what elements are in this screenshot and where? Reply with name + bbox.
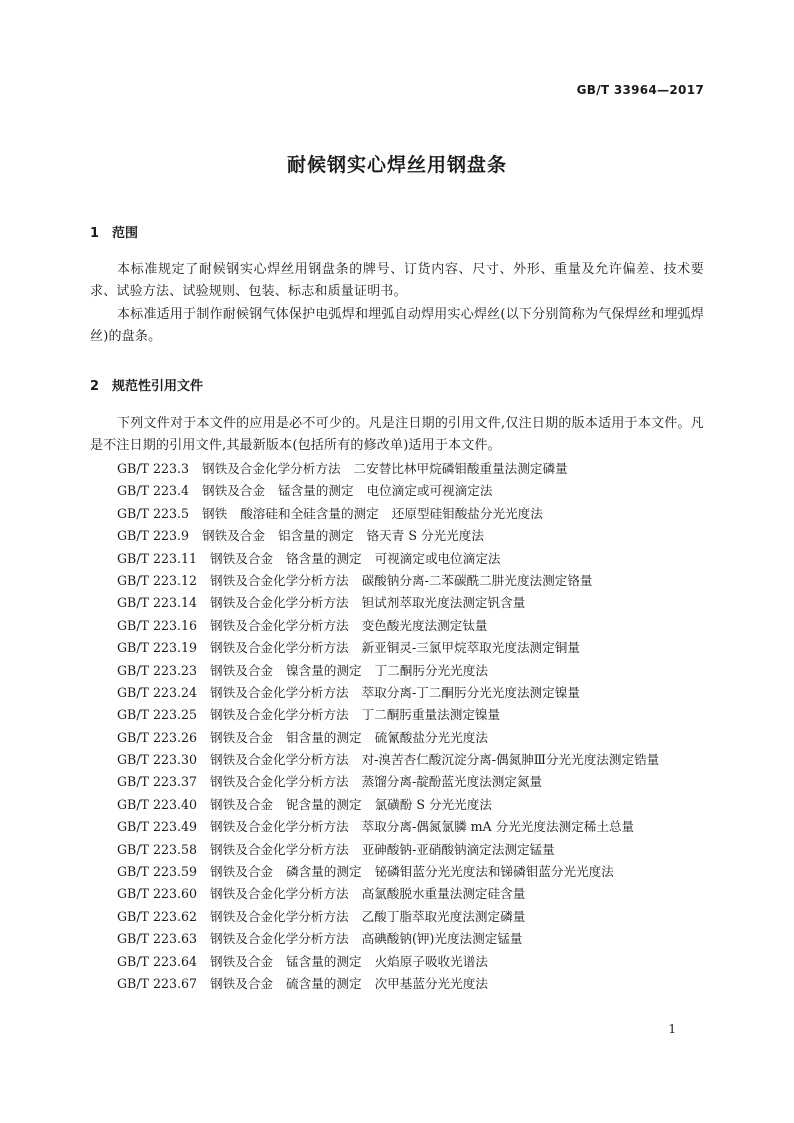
reference-title-part: 变色酸光度法测定钛量 bbox=[361, 617, 488, 633]
reference-title-part: 钢铁及合金 bbox=[202, 528, 265, 544]
reference-title-part: 还原型硅钼酸盐分光光度法 bbox=[391, 505, 543, 521]
references-intro: 下列文件对于本文件的应用是必不可少的。凡是注日期的引用文件,仅注日期的版本适用于本文件。凡是不注日期的引用文件,其最新版本(包括所有的修改单)适用于本文件。 bbox=[90, 416, 704, 453]
reference-item bbox=[90, 660, 704, 682]
section-2-number: 2 bbox=[90, 379, 100, 394]
section-1-title: 范围 bbox=[112, 226, 139, 241]
reference-code: GB/T 223.58 bbox=[117, 841, 198, 857]
reference-title-part: 钢铁及合金 bbox=[210, 550, 273, 566]
page-number: 1 bbox=[668, 1022, 676, 1036]
scope-paragraph-1: 本标准规定了耐候钢实心焊丝用钢盘条的牌号、订货内容、尺寸、外形、重量及允许偏差、技术要求、试验方法、试验规则、包装、标志和质量证明书。 bbox=[90, 262, 704, 299]
reference-code: GB/T 223.26 bbox=[117, 729, 198, 745]
section-1-number: 1 bbox=[90, 226, 100, 241]
reference-title-part: 电位滴定或可视滴定法 bbox=[366, 483, 493, 499]
section-2-title: 规范性引用文件 bbox=[112, 379, 204, 394]
document-title: 耐候钢实心焊丝用钢盘条 bbox=[286, 154, 507, 176]
reference-title-part: 磷含量的测定 bbox=[286, 864, 362, 880]
reference-title-part: 钢铁及合金化学分析方法 bbox=[210, 684, 349, 700]
reference-title-part: 丁二酮肟重量法测定镍量 bbox=[361, 707, 501, 723]
reference-title-part: 新亚铜灵-三氯甲烷萃取光度法测定铜量 bbox=[361, 640, 580, 656]
reference-title-part: 钢铁及合金化学分析方法 bbox=[210, 595, 349, 611]
reference-code: GB/T 223.19 bbox=[117, 640, 198, 656]
reference-title-part: 丁二酮肟分光光度法 bbox=[374, 662, 488, 678]
reference-code: GB/T 223.3 bbox=[117, 461, 190, 476]
reference-code: GB/T 223.37 bbox=[117, 774, 198, 790]
reference-title-part: 钢铁及合金化学分析方法 bbox=[210, 640, 349, 656]
reference-title-part: 钢铁及合金 bbox=[210, 976, 273, 991]
reference-code: GB/T 223.14 bbox=[117, 595, 198, 611]
reference-code: GB/T 223.67 bbox=[117, 976, 198, 991]
reference-title-part: 钢铁及合金 bbox=[210, 953, 273, 969]
reference-item bbox=[90, 928, 704, 950]
reference-title-part: 钢铁及合金 bbox=[210, 729, 273, 745]
reference-title-part: 钢铁及合金化学分析方法 bbox=[210, 819, 349, 835]
reference-item bbox=[90, 727, 704, 749]
reference-title-part: 酸溶硅和全硅含量的测定 bbox=[240, 505, 379, 521]
reference-title-part: 钢铁及合金化学分析方法 bbox=[202, 461, 341, 476]
reference-title-part: 铌含量的测定 bbox=[286, 796, 362, 812]
reference-title-part: 乙酸丁脂萃取光度法测定磷量 bbox=[361, 908, 526, 924]
reference-item bbox=[90, 906, 704, 928]
reference-title-part: 萃取分离-丁二酮肟分光光度法测定镍量 bbox=[361, 684, 580, 700]
reference-code: GB/T 223.63 bbox=[117, 931, 198, 947]
reference-code: GB/T 223.59 bbox=[117, 864, 198, 880]
reference-item bbox=[90, 771, 704, 793]
reference-item bbox=[90, 839, 704, 861]
reference-code: GB/T 223.30 bbox=[117, 752, 198, 768]
reference-title-part: 锰含量的测定 bbox=[277, 483, 354, 499]
standard-code: GB/T 33964—2017 bbox=[576, 83, 704, 97]
reference-item bbox=[90, 951, 704, 973]
reference-code: GB/T 223.16 bbox=[117, 617, 198, 633]
reference-title-part: 钢铁及合金化学分析方法 bbox=[210, 886, 349, 902]
reference-code: GB/T 223.11 bbox=[117, 550, 198, 566]
reference-code: GB/T 223.24 bbox=[117, 684, 198, 700]
reference-code: GB/T 223.4 bbox=[117, 483, 190, 499]
reference-item bbox=[90, 749, 704, 771]
reference-title-part: 碳酸钠分离-二苯碳酰二肼光度法测定铬量 bbox=[361, 572, 593, 588]
reference-item bbox=[90, 525, 704, 547]
reference-title-part: 钢铁 bbox=[202, 505, 228, 521]
reference-title-part: 二安替比林甲烷磷钼酸重量法测定磷量 bbox=[353, 461, 568, 476]
reference-code: GB/T 223.64 bbox=[117, 953, 198, 969]
reference-item bbox=[90, 682, 704, 704]
reference-title-part: 钢铁及合金化学分析方法 bbox=[210, 774, 349, 790]
reference-item bbox=[90, 704, 704, 726]
reference-title-part: 钢铁及合金化学分析方法 bbox=[210, 752, 349, 768]
reference-title-part: 对-溴苦杏仁酸沉淀分离-偶氮胂Ⅲ分光光度法测定锆量 bbox=[361, 752, 660, 768]
reference-title-part: 高碘酸钠(钾)光度法测定锰量 bbox=[361, 931, 523, 947]
reference-title-part: 钢铁及合金 bbox=[210, 662, 273, 678]
reference-title-part: 氯磺酚 S 分光光度法 bbox=[374, 796, 492, 812]
reference-title-part: 钢铁及合金 bbox=[202, 483, 265, 499]
reference-item bbox=[90, 883, 704, 905]
reference-code: GB/T 223.23 bbox=[117, 662, 198, 678]
reference-item bbox=[90, 503, 704, 525]
reference-title-part: 次甲基蓝分光光度法 bbox=[374, 976, 488, 991]
reference-item bbox=[90, 794, 704, 816]
reference-title-part: 铬含量的测定 bbox=[286, 550, 362, 566]
reference-title-part: 钢铁及合金 bbox=[210, 864, 273, 880]
reference-title-part: 钽试剂萃取光度法测定钒含量 bbox=[361, 595, 526, 611]
reference-title-part: 可视滴定或电位滴定法 bbox=[374, 550, 501, 566]
reference-title-part: 硫氰酸盐分光光度法 bbox=[374, 729, 488, 745]
reference-list bbox=[90, 458, 704, 995]
reference-title-part: 钢铁及合金化学分析方法 bbox=[210, 617, 349, 633]
reference-item bbox=[90, 548, 704, 570]
reference-title-part: 锰含量的测定 bbox=[286, 953, 362, 969]
reference-title-part: 蒸馏分离-靛酚蓝光度法测定氮量 bbox=[361, 774, 543, 790]
reference-title-part: 钢铁及合金化学分析方法 bbox=[210, 908, 349, 924]
reference-title-part: 钢铁及合金化学分析方法 bbox=[210, 841, 349, 857]
reference-item bbox=[90, 615, 704, 637]
reference-code: GB/T 223.5 bbox=[117, 505, 190, 521]
reference-title-part: 硫含量的测定 bbox=[286, 976, 362, 991]
reference-code: GB/T 223.40 bbox=[117, 796, 198, 812]
section-2-heading bbox=[90, 375, 203, 394]
reference-title-part: 铝含量的测定 bbox=[277, 528, 354, 544]
reference-item bbox=[90, 592, 704, 614]
reference-item bbox=[90, 816, 704, 838]
reference-title-part: 钢铁及合金化学分析方法 bbox=[210, 931, 349, 947]
reference-title-part: 钼含量的测定 bbox=[286, 729, 362, 745]
reference-title-part: 钢铁及合金化学分析方法 bbox=[210, 707, 349, 723]
reference-title-part: 萃取分离-偶氮氯膦 mA 分光光度法测定稀土总量 bbox=[361, 819, 635, 835]
reference-title-part: 镍含量的测定 bbox=[286, 662, 362, 678]
reference-title-part: 亚砷酸钠-亚硝酸钠滴定法测定锰量 bbox=[361, 841, 555, 857]
reference-item bbox=[90, 480, 704, 502]
reference-title-part: 高氯酸脱水重量法测定硅含量 bbox=[361, 886, 526, 902]
reference-title-part: 钢铁及合金 bbox=[210, 796, 273, 812]
reference-code: GB/T 223.9 bbox=[117, 528, 190, 544]
reference-title-part: 铬天青 S 分光光度法 bbox=[366, 528, 484, 544]
reference-item bbox=[90, 973, 704, 995]
reference-title-part: 火焰原子吸收光谱法 bbox=[374, 953, 488, 969]
reference-code: GB/T 223.25 bbox=[117, 707, 198, 723]
reference-title-part: 铋磷钼蓝分光光度法和锑磷钼蓝分光光度法 bbox=[374, 864, 614, 880]
reference-item bbox=[90, 861, 704, 883]
section-1-heading bbox=[90, 222, 138, 241]
reference-code: GB/T 223.62 bbox=[117, 908, 198, 924]
scope-paragraph-2: 本标准适用于制作耐候钢气体保护电弧焊和埋弧自动焊用实心焊丝(以下分别简称为气保焊丝和埋弧焊丝)的盘条。 bbox=[90, 307, 704, 344]
reference-title-part: 钢铁及合金化学分析方法 bbox=[210, 572, 349, 588]
reference-item bbox=[90, 570, 704, 592]
reference-code: GB/T 223.60 bbox=[117, 886, 198, 902]
reference-code: GB/T 223.49 bbox=[117, 819, 198, 835]
reference-code: GB/T 223.12 bbox=[117, 572, 198, 588]
reference-item bbox=[90, 458, 704, 480]
reference-item bbox=[90, 637, 704, 659]
